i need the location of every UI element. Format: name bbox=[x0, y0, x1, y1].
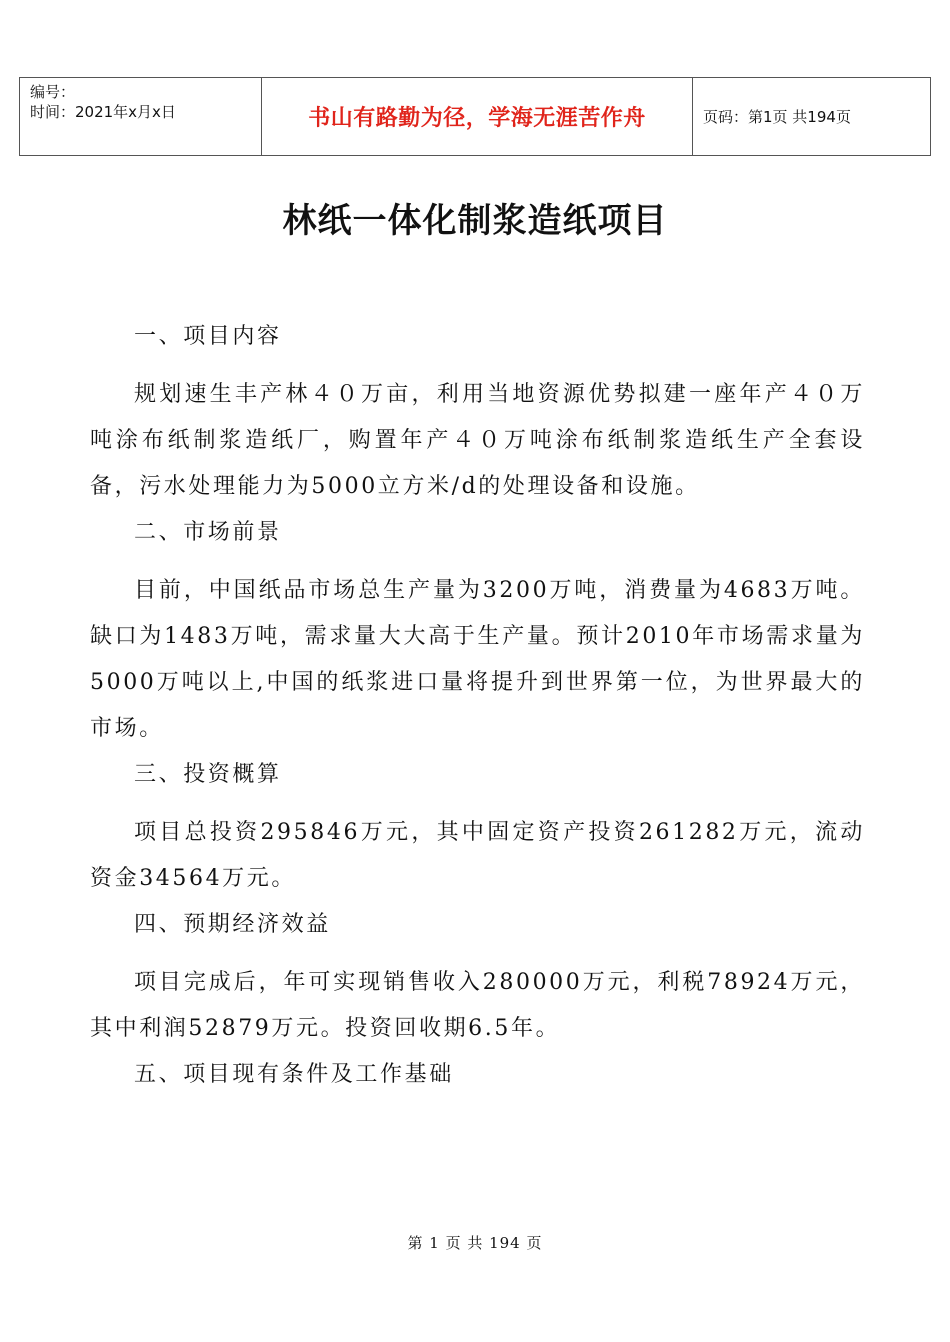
section-heading: 四、预期经济效益 bbox=[134, 912, 331, 937]
document-body bbox=[90, 314, 865, 1098]
section-heading: 二、市场前景 bbox=[134, 520, 282, 545]
section-heading: 三、投资概算 bbox=[134, 762, 282, 787]
section-paragraph: 项目完成后，年可实现销售收入280000万元，利税78924万元，其中利润52879万元。投资回收期6.5年。 bbox=[90, 970, 865, 1041]
section-paragraph: 项目总投资295846万元，其中固定资产投资261282万元，流动资金34564万元。 bbox=[90, 820, 865, 891]
document-header bbox=[19, 77, 931, 156]
serial-number-label: 编号： bbox=[30, 83, 76, 101]
section-paragraph: 规划速生丰产林４０万亩，利用当地资源优势拟建一座年产４０万吨涂布纸制浆造纸厂，购置年产４０万吨涂布纸制浆造纸生产全套设备，污水处理能力为5000立方米/d的处理设备和设施。 bbox=[90, 382, 865, 499]
section-heading: 五、项目现有条件及工作基础 bbox=[134, 1062, 454, 1087]
header-motto: 书山有路勤为径，学海无涯苦作舟 bbox=[262, 78, 693, 156]
page-footer: 第 1 页 共 194 页 bbox=[407, 1234, 543, 1252]
document-title: 林纸一体化制浆造纸项目 bbox=[282, 201, 668, 241]
header-page-info: 页码：第1页 共194页 bbox=[693, 78, 931, 156]
header-meta-cell bbox=[20, 78, 262, 156]
date-label: 时间：2021年x月x日 bbox=[30, 103, 176, 121]
section-paragraph: 目前，中国纸品市场总生产量为3200万吨，消费量为4683万吨。缺口为1483万吨，需求量大大高于生产量。预计2010年市场需求量为5000万吨以上,中国的纸浆进口量将提升到世界第一位，为世界最大的市场。 bbox=[90, 578, 865, 741]
section-heading: 一、项目内容 bbox=[134, 324, 282, 349]
